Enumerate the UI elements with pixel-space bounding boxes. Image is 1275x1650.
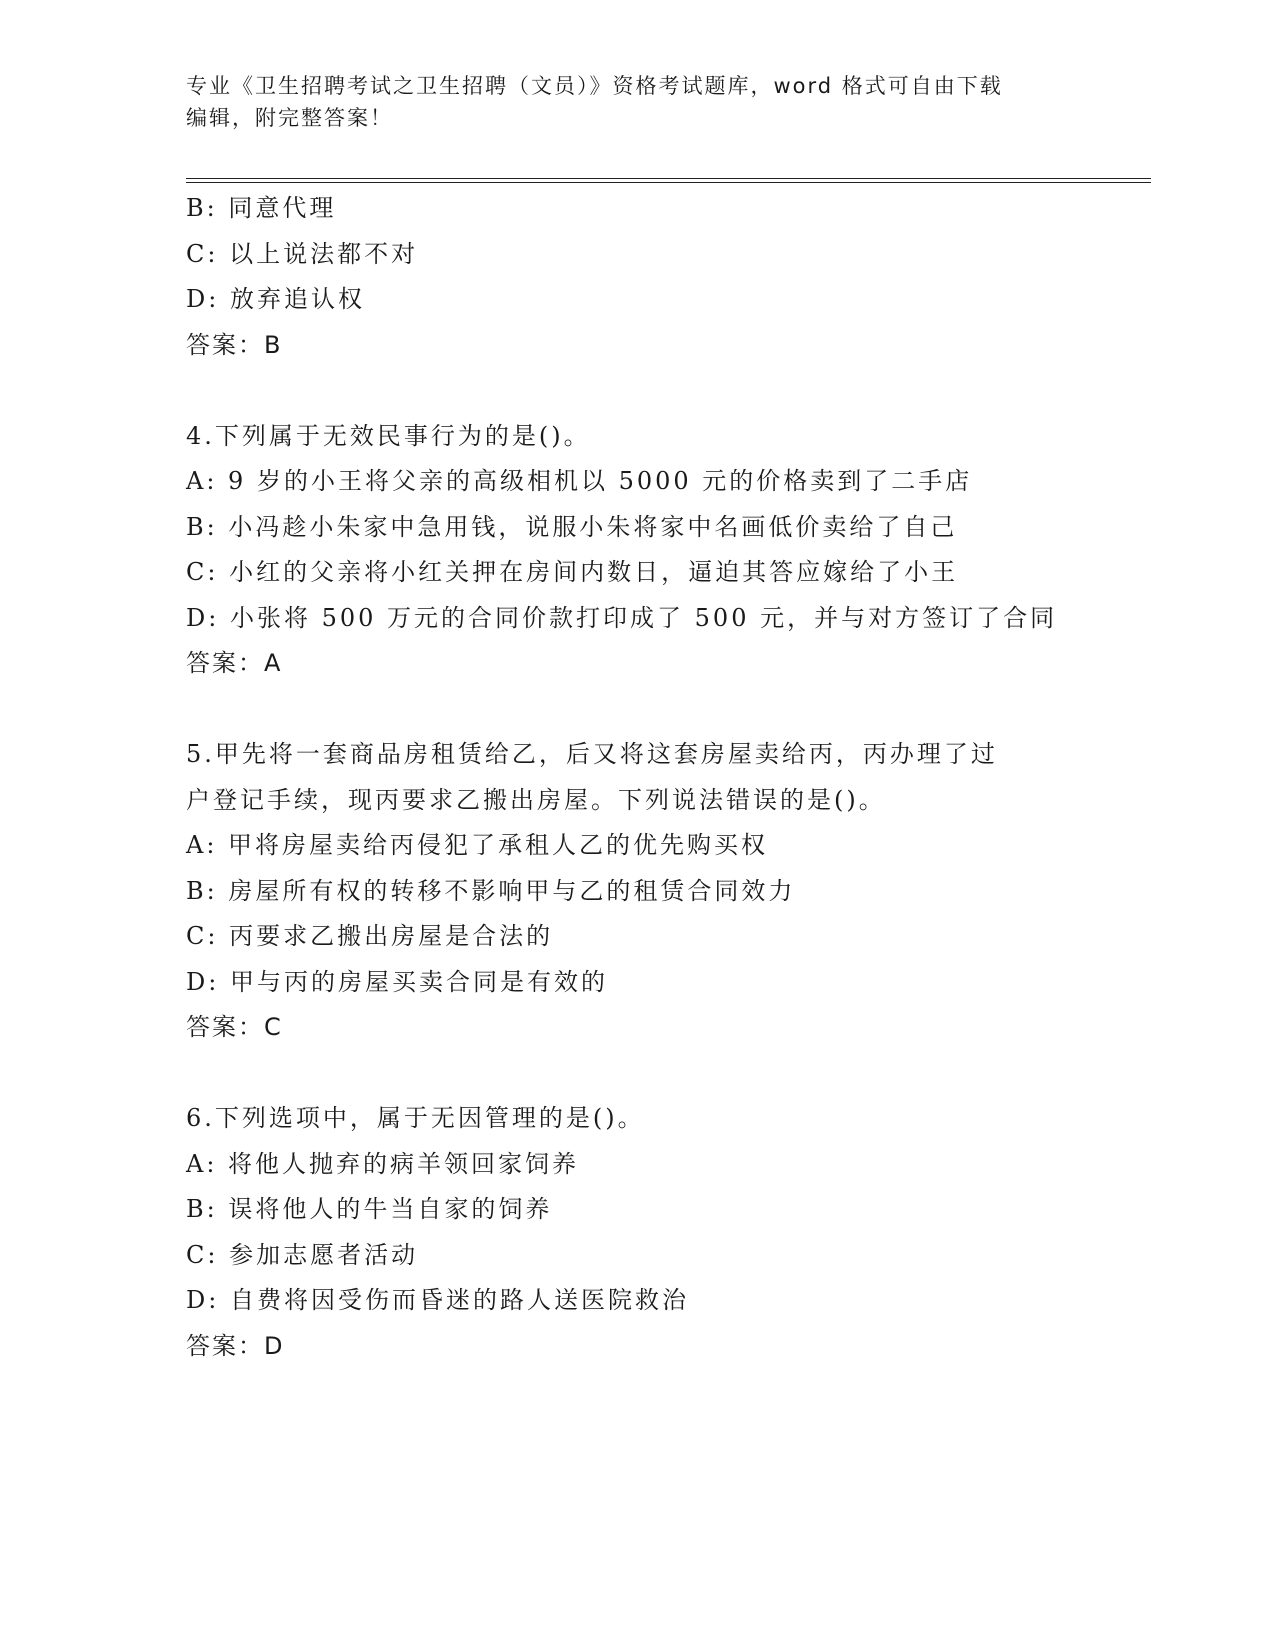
spacer: [186, 1051, 1151, 1097]
question-4: [186, 414, 1151, 687]
option-b: B: 小冯趁小朱家中急用钱，说服小朱将家中名画低价卖给了自己: [186, 512, 958, 541]
spacer: [186, 687, 1151, 733]
question-stem: 6.下列选项中，属于无因管理的是()。: [186, 1104, 645, 1132]
option-c: C: 小红的父亲将小红关押在房间内数日，逼迫其答应嫁给了小王: [186, 558, 959, 586]
page-header: [186, 70, 1086, 134]
header-divider-top: [186, 178, 1151, 179]
question-6: [186, 1096, 1151, 1369]
option-a: A: 将他人抛弃的病羊领回家饲养: [186, 1149, 580, 1178]
option-d: D: 甲与丙的房屋买卖合同是有效的: [186, 967, 608, 996]
option-d: D: 小张将 500 万元的合同价款打印成了 500 元，并与对方签订了合同: [186, 603, 1058, 632]
option-b: B: 同意代理: [186, 194, 337, 222]
header-line-1: 专业《卫生招聘考试之卫生招聘（文员）》资格考试题库，word 格式可自由下载: [186, 74, 1003, 98]
header-line-2: 编辑，附完整答案！: [186, 106, 393, 130]
question-list: [186, 186, 1151, 1369]
question-stem: 4.下列属于无效民事行为的是()。: [186, 421, 591, 450]
spacer: [186, 368, 1151, 414]
question-stem-line-2: 户登记手续，现丙要求乙搬出房屋。下列说法错误的是()。: [186, 785, 886, 814]
option-a: A: 9 岁的小王将父亲的高级相机以 5000 元的价格卖到了二手店: [186, 467, 973, 495]
option-a: A: 甲将房屋卖给丙侵犯了承租人乙的优先购买权: [186, 831, 769, 859]
answer: 答案：A: [186, 649, 283, 677]
question-stem-line-1: 5.甲先将一套商品房租赁给乙，后又将这套房屋卖给丙，丙办理了过: [186, 740, 998, 768]
option-b: B: 房屋所有权的转移不影响甲与乙的租赁合同效力: [186, 876, 796, 905]
option-d: D: 自费将因受伤而昏迷的路人送医院救治: [186, 1286, 689, 1314]
answer: 答案：B: [186, 330, 283, 359]
option-c: C: 丙要求乙搬出房屋是合法的: [186, 922, 554, 950]
option-d: D: 放弃追认权: [186, 285, 365, 313]
answer: 答案：D: [186, 1331, 285, 1360]
question-5: [186, 732, 1151, 1051]
option-b: B: 误将他人的牛当自家的饲养: [186, 1195, 553, 1223]
question-3: [186, 186, 1151, 368]
answer: 答案：C: [186, 1013, 283, 1041]
option-c: C: 参加志愿者活动: [186, 1240, 419, 1269]
header-divider-bottom: [186, 182, 1151, 183]
option-c: C: 以上说法都不对: [186, 239, 419, 268]
